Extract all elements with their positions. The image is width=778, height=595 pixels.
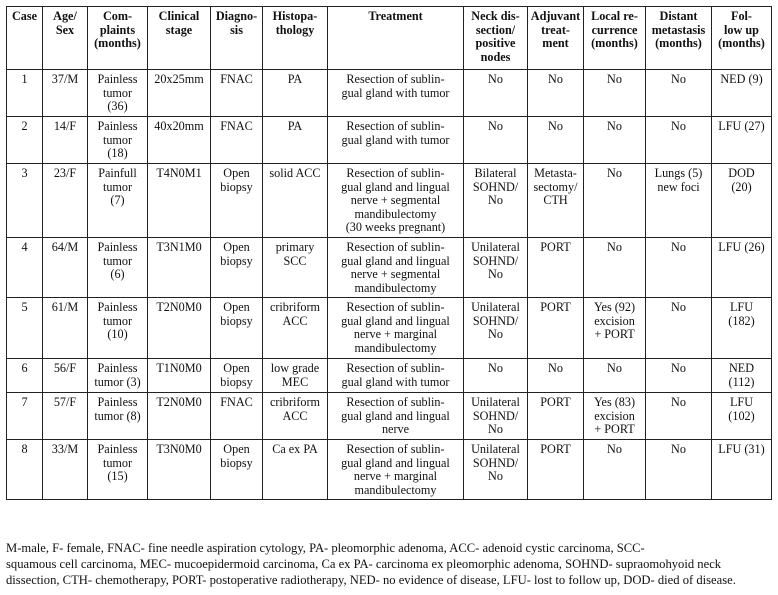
cell-case: 5 (7, 298, 43, 359)
cell-complaints: Painless tumor (3) (88, 359, 148, 393)
cell-age-sex: 33/M (43, 440, 88, 500)
cell-adjuvant: Metasta- sectomy/ CTH (528, 164, 584, 238)
cell-age-sex: 56/F (43, 359, 88, 393)
cell-local-recurrence: No (584, 117, 646, 164)
table-row (7, 440, 772, 500)
table-row (7, 117, 772, 164)
cell-age-sex: 23/F (43, 164, 88, 238)
cell-case: 7 (7, 393, 43, 440)
cell-follow-up: NED (9) (712, 70, 772, 117)
cell-case: 1 (7, 70, 43, 117)
cell-follow-up: LFU (182) (712, 298, 772, 359)
header-age-sex: Age/ Sex (43, 7, 88, 70)
cell-diagnosis: Open biopsy (211, 164, 263, 238)
header-row (7, 7, 772, 70)
cell-histopathology: PA (263, 70, 328, 117)
cell-clinical-stage: 40x20mm (148, 117, 211, 164)
cell-local-recurrence: No (584, 70, 646, 117)
table-row (7, 393, 772, 440)
table-body (7, 70, 772, 500)
table-row (7, 238, 772, 298)
cell-adjuvant: No (528, 117, 584, 164)
case-table (6, 6, 772, 500)
cell-follow-up: LFU (26) (712, 238, 772, 298)
cell-clinical-stage: T2N0M0 (148, 298, 211, 359)
cell-neck-dissection: No (464, 70, 528, 117)
cell-clinical-stage: 20x25mm (148, 70, 211, 117)
cell-follow-up: LFU (31) (712, 440, 772, 500)
cell-case: 4 (7, 238, 43, 298)
cell-case: 8 (7, 440, 43, 500)
cell-complaints: Painless tumor (10) (88, 298, 148, 359)
header-neck-dissection: Neck dis- section/ positive nodes (464, 7, 528, 70)
cell-neck-dissection: No (464, 117, 528, 164)
cell-treatment: Resection of sublin- gual gland and lingual nerve + marginal mandibulectomy (328, 298, 464, 359)
cell-adjuvant: No (528, 70, 584, 117)
cell-diagnosis: FNAC (211, 393, 263, 440)
cell-complaints: Painless tumor (6) (88, 238, 148, 298)
cell-histopathology: PA (263, 117, 328, 164)
table-row (7, 164, 772, 238)
cell-age-sex: 64/M (43, 238, 88, 298)
cell-adjuvant: PORT (528, 393, 584, 440)
header-distant-metastasis: Distant metastasis (months) (646, 7, 712, 70)
cell-clinical-stage: T3N1M0 (148, 238, 211, 298)
cell-complaints: Painless tumor (36) (88, 70, 148, 117)
cell-histopathology: solid ACC (263, 164, 328, 238)
table-row (7, 70, 772, 117)
cell-complaints: Painless tumor (8) (88, 393, 148, 440)
cell-distant-metastasis: No (646, 238, 712, 298)
header-complaints: Com- plaints (months) (88, 7, 148, 70)
cell-local-recurrence: No (584, 359, 646, 393)
cell-treatment: Resection of sublin- gual gland and lingual nerve + segmental mandibulectomy (30 weeks pregnant) (328, 164, 464, 238)
header-case: Case (7, 7, 43, 70)
cell-diagnosis: FNAC (211, 117, 263, 164)
cell-complaints: Painless tumor (15) (88, 440, 148, 500)
cell-distant-metastasis: No (646, 359, 712, 393)
cell-local-recurrence: No (584, 440, 646, 500)
cell-local-recurrence: Yes (92) excision + PORT (584, 298, 646, 359)
cell-neck-dissection: Unilateral SOHND/ No (464, 238, 528, 298)
cell-treatment: Resection of sublin- gual gland and lingual nerve + marginal mandibulectomy (328, 440, 464, 500)
cell-treatment: Resection of sublin- gual gland and lingual nerve + segmental mandibulectomy (328, 238, 464, 298)
cell-distant-metastasis: Lungs (5) new foci (646, 164, 712, 238)
cell-adjuvant: No (528, 359, 584, 393)
header-local-recurrence: Local re- currence (months) (584, 7, 646, 70)
header-diagnosis: Diagno- sis (211, 7, 263, 70)
header-adjuvant: Adjuvant treat- ment (528, 7, 584, 70)
cell-adjuvant: PORT (528, 440, 584, 500)
cell-age-sex: 61/M (43, 298, 88, 359)
cell-complaints: Painfull tumor (7) (88, 164, 148, 238)
cell-adjuvant: PORT (528, 298, 584, 359)
cell-distant-metastasis: No (646, 117, 712, 164)
cell-neck-dissection: Unilateral SOHND/ No (464, 440, 528, 500)
cell-age-sex: 37/M (43, 70, 88, 117)
cell-case: 2 (7, 117, 43, 164)
cell-age-sex: 57/F (43, 393, 88, 440)
cell-case: 3 (7, 164, 43, 238)
cell-case: 6 (7, 359, 43, 393)
header-treatment: Treatment (328, 7, 464, 70)
cell-histopathology: low grade MEC (263, 359, 328, 393)
cell-follow-up: DOD (20) (712, 164, 772, 238)
cell-clinical-stage: T1N0M0 (148, 359, 211, 393)
cell-distant-metastasis: No (646, 70, 712, 117)
cell-local-recurrence: No (584, 238, 646, 298)
table-row (7, 359, 772, 393)
cell-local-recurrence: Yes (83) excision + PORT (584, 393, 646, 440)
cell-histopathology: cribriform ACC (263, 298, 328, 359)
cell-neck-dissection: Unilateral SOHND/ No (464, 393, 528, 440)
table-row (7, 298, 772, 359)
cell-adjuvant: PORT (528, 238, 584, 298)
cell-treatment: Resection of sublin- gual gland with tumor (328, 70, 464, 117)
header-clinical-stage: Clinical stage (148, 7, 211, 70)
cell-follow-up: LFU (27) (712, 117, 772, 164)
cell-clinical-stage: T4N0M1 (148, 164, 211, 238)
cell-distant-metastasis: No (646, 393, 712, 440)
cell-histopathology: cribriform ACC (263, 393, 328, 440)
cell-follow-up: NED (112) (712, 359, 772, 393)
cell-histopathology: Ca ex PA (263, 440, 328, 500)
cell-neck-dissection: No (464, 359, 528, 393)
header-histopathology: Histopa- thology (263, 7, 328, 70)
cell-treatment: Resection of sublin- gual gland and lingual nerve (328, 393, 464, 440)
cell-neck-dissection: Unilateral SOHND/ No (464, 298, 528, 359)
cell-diagnosis: Open biopsy (211, 238, 263, 298)
cell-diagnosis: Open biopsy (211, 440, 263, 500)
footnote: M-male, F- female, FNAC- fine needle aspiration cytology, PA- pleomorphic adenoma, ACC- adenoid cystic carcinoma, SCC- squamous cell carcinoma, MEC- mucoepidermoid carcinoma, Ca ex PA- carcinoma ex pleomorphic adenoma, SOHND- supraomohyoid neck dissection, CTH- chemotherapy, PORT- postoperative radiotherapy, NED- no evidence of disease, LFU- lost to follow up, DOD- died of disease. (6, 541, 736, 587)
cell-diagnosis: Open biopsy (211, 359, 263, 393)
cell-diagnosis: FNAC (211, 70, 263, 117)
cell-diagnosis: Open biopsy (211, 298, 263, 359)
cell-treatment: Resection of sublin- gual gland with tumor (328, 117, 464, 164)
cell-follow-up: LFU (102) (712, 393, 772, 440)
cell-treatment: Resection of sublin- gual gland with tumor (328, 359, 464, 393)
header-follow-up: Fol- low up (months) (712, 7, 772, 70)
cell-complaints: Painless tumor (18) (88, 117, 148, 164)
cell-neck-dissection: Bilateral SOHND/ No (464, 164, 528, 238)
cell-age-sex: 14/F (43, 117, 88, 164)
cell-histopathology: primary SCC (263, 238, 328, 298)
cell-distant-metastasis: No (646, 298, 712, 359)
cell-clinical-stage: T3N0M0 (148, 440, 211, 500)
cell-clinical-stage: T2N0M0 (148, 393, 211, 440)
cell-local-recurrence: No (584, 164, 646, 238)
cell-distant-metastasis: No (646, 440, 712, 500)
